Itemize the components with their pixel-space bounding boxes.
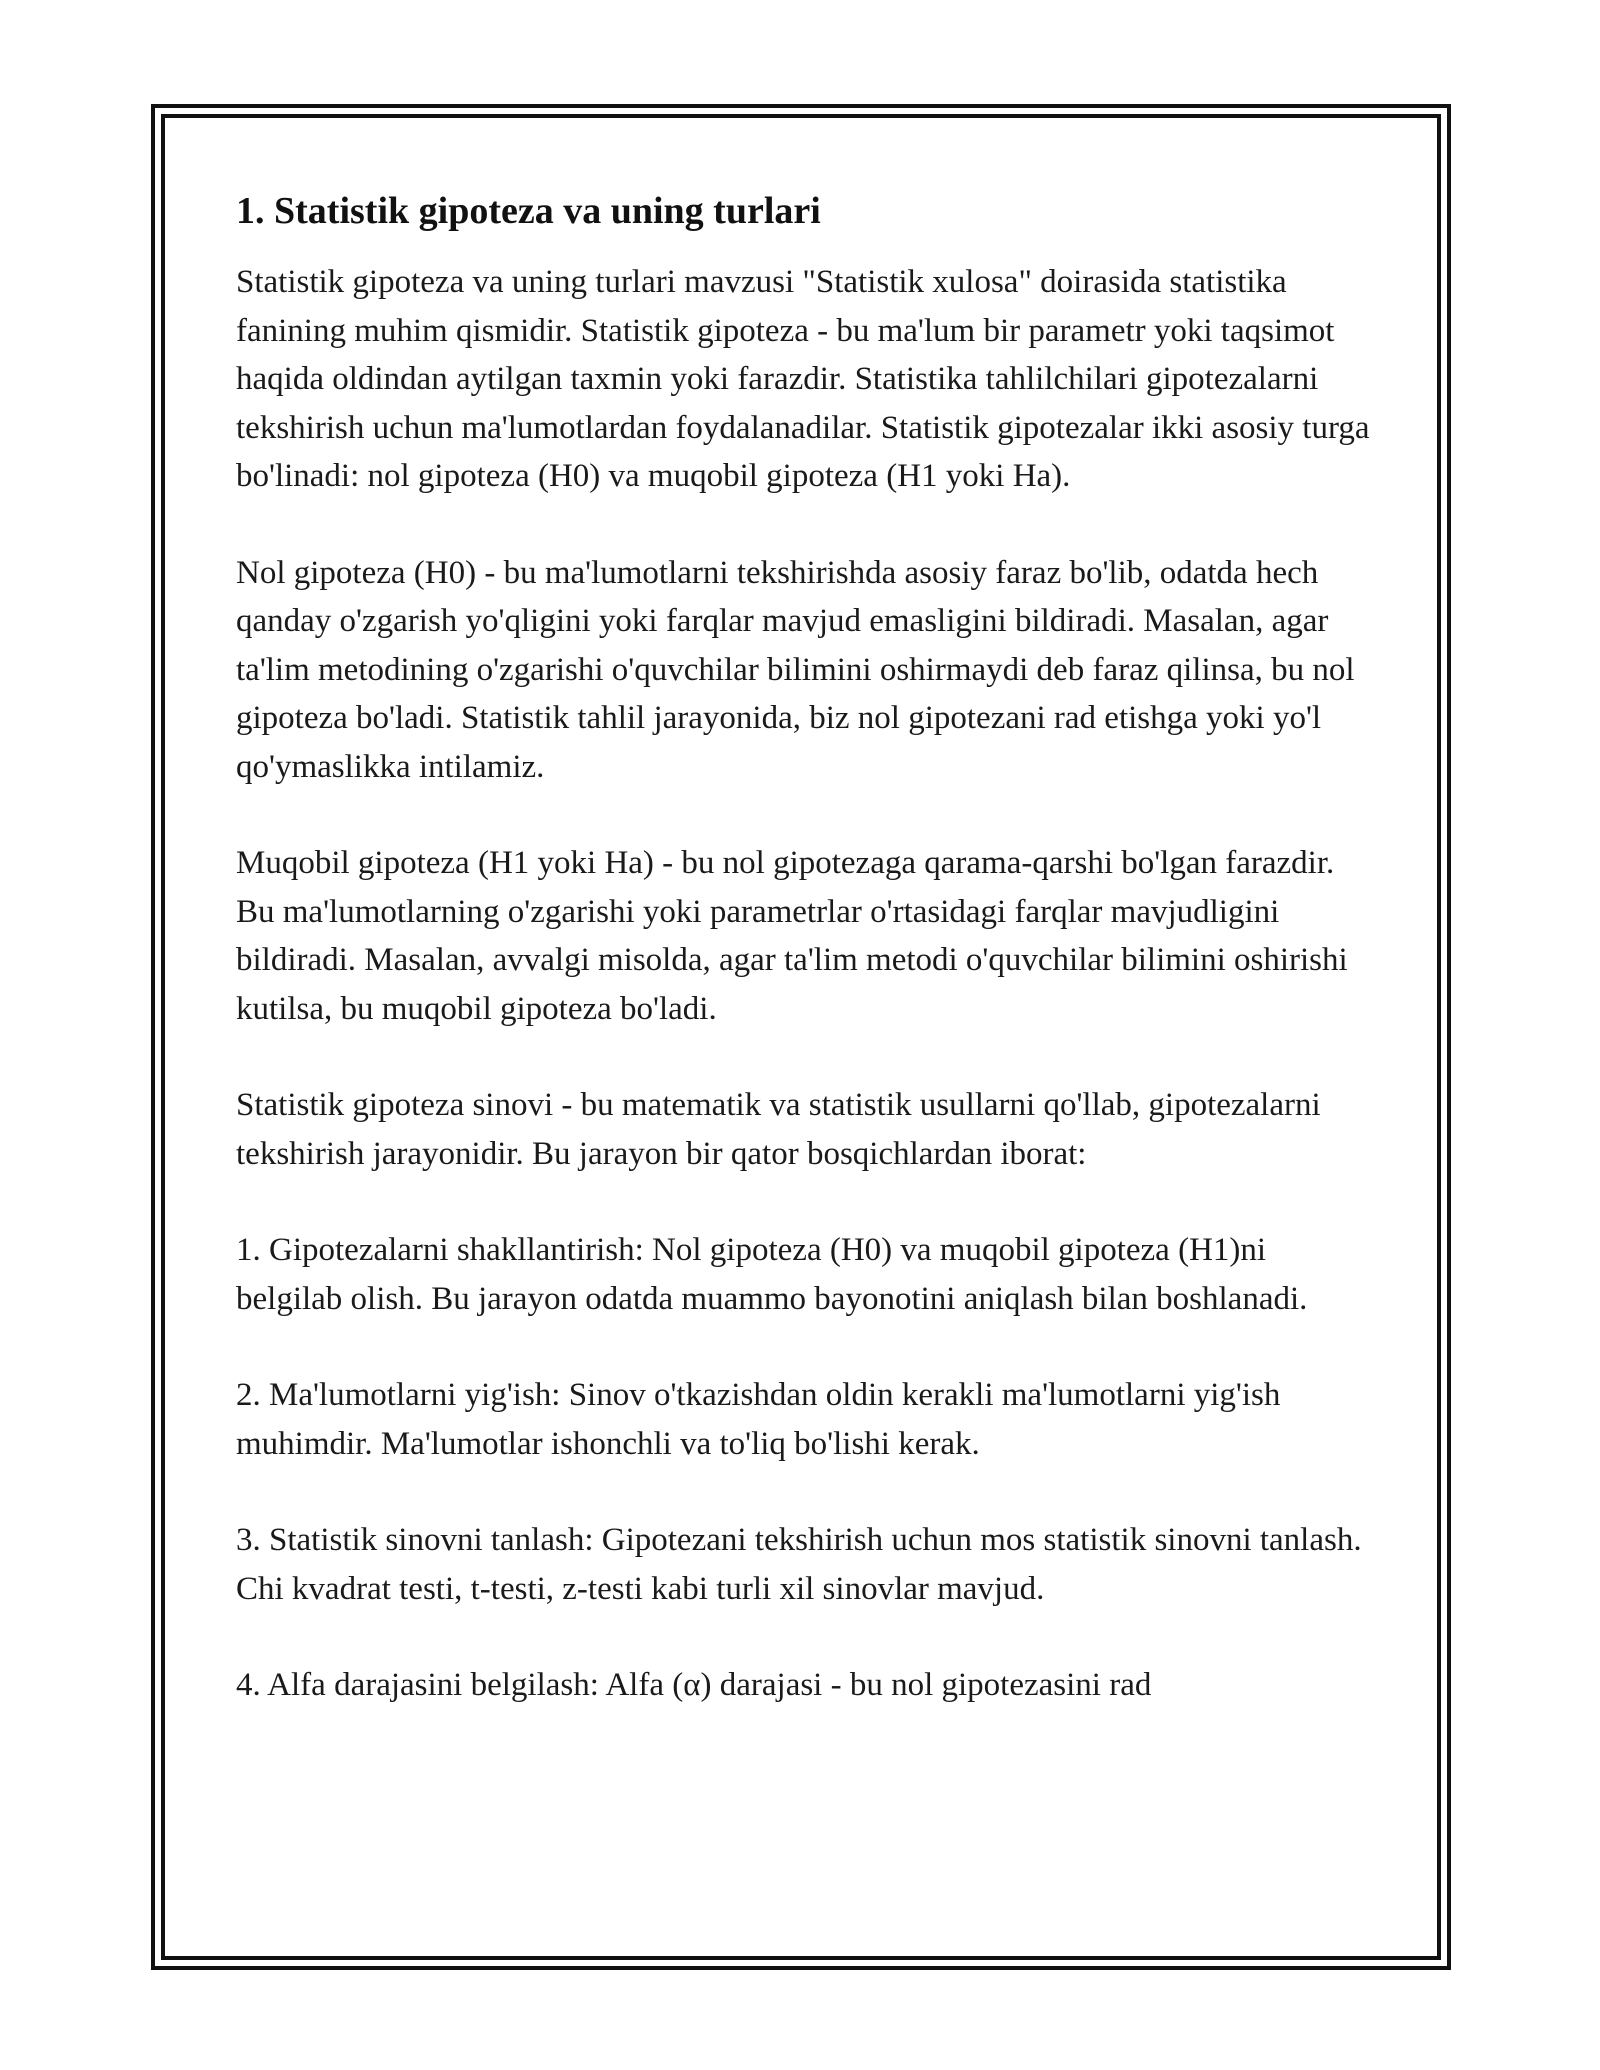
list-item-step-1: 1. Gipotezalarni shakllantirish: Nol gipoteza (H0) va muqobil gipoteza (H1)ni belgilab olish. Bu jarayon odatda muammo bayonotini aniqlash bilan boshlanadi. bbox=[236, 1232, 1308, 1317]
paragraph-alternative-hypothesis: Muqobil gipoteza (H1 yoki Ha) - bu nol gipotezaga qarama-qarshi bo'lgan farazdir. Bu ma'lumotlarning o'zgarishi yoki parametrlar o'rtasidagi farqlar mavjudligini bildiradi. Masalan, avvalgi misolda, agar ta'lim metodi o'quvchilar bilimini oshirishi kutilsa, bu muqobil gipoteza bo'ladi. bbox=[236, 845, 1348, 1027]
paragraph-hypothesis-testing: Statistik gipoteza sinovi - bu matematik va statistik usullarni qo'llab, gipotezalarni tekshirish jarayonidir. Bu jarayon bir qator bosqichlardan iborat: bbox=[236, 1087, 1321, 1172]
document-body bbox=[236, 186, 1376, 1758]
list-item-step-4: 4. Alfa darajasini belgilash: Alfa (α) darajasi - bu nol gipotezasini rad bbox=[236, 1667, 1152, 1703]
list-item-step-3: 3. Statistik sinovni tanlash: Gipotezani tekshirish uchun mos statistik sinovni tanlash. Chi kvadrat testi, t-testi, z-testi kabi turli xil sinovlar mavjud. bbox=[236, 1522, 1362, 1607]
paragraph-intro: Statistik gipoteza va uning turlari mavzusi "Statistik xulosa" doirasida statistika fanining muhim qismidir. Statistik gipoteza - bu ma'lum bir parametr yoki taqsimot haqida oldindan aytilgan taxmin yoki farazdir. Statistika tahlilchilari gipotezalarni tekshirish uchun ma'lumotlardan foydalanadilar. Statistik gipotezalar ikki asosiy turga bo'linadi: nol gipoteza (H0) va muqobil gipoteza (H1 yoki Ha). bbox=[236, 264, 1370, 494]
section-heading: 1. Statistik gipoteza va uning turlari bbox=[236, 190, 821, 232]
list-item-step-2: 2. Ma'lumotlarni yig'ish: Sinov o'tkazishdan oldin kerakli ma'lumotlarni yig'ish muhimdir. Ma'lumotlar ishonchli va to'liq bo'lishi kerak. bbox=[236, 1377, 1281, 1462]
paragraph-null-hypothesis: Nol gipoteza (H0) - bu ma'lumotlarni tekshirishda asosiy faraz bo'lib, odatda hech qanday o'zgarish yo'qligini yoki farqlar mavjud emasligini bildiradi. Masalan, agar ta'lim metodining o'zgarishi o'quvchilar bilimini oshirmaydi deb faraz qilinsa, bu nol gipoteza bo'ladi. Statistik tahlil jarayonida, biz nol gipotezani rad etishga yoki yo'l qo'ymaslikka intilamiz. bbox=[236, 554, 1355, 785]
